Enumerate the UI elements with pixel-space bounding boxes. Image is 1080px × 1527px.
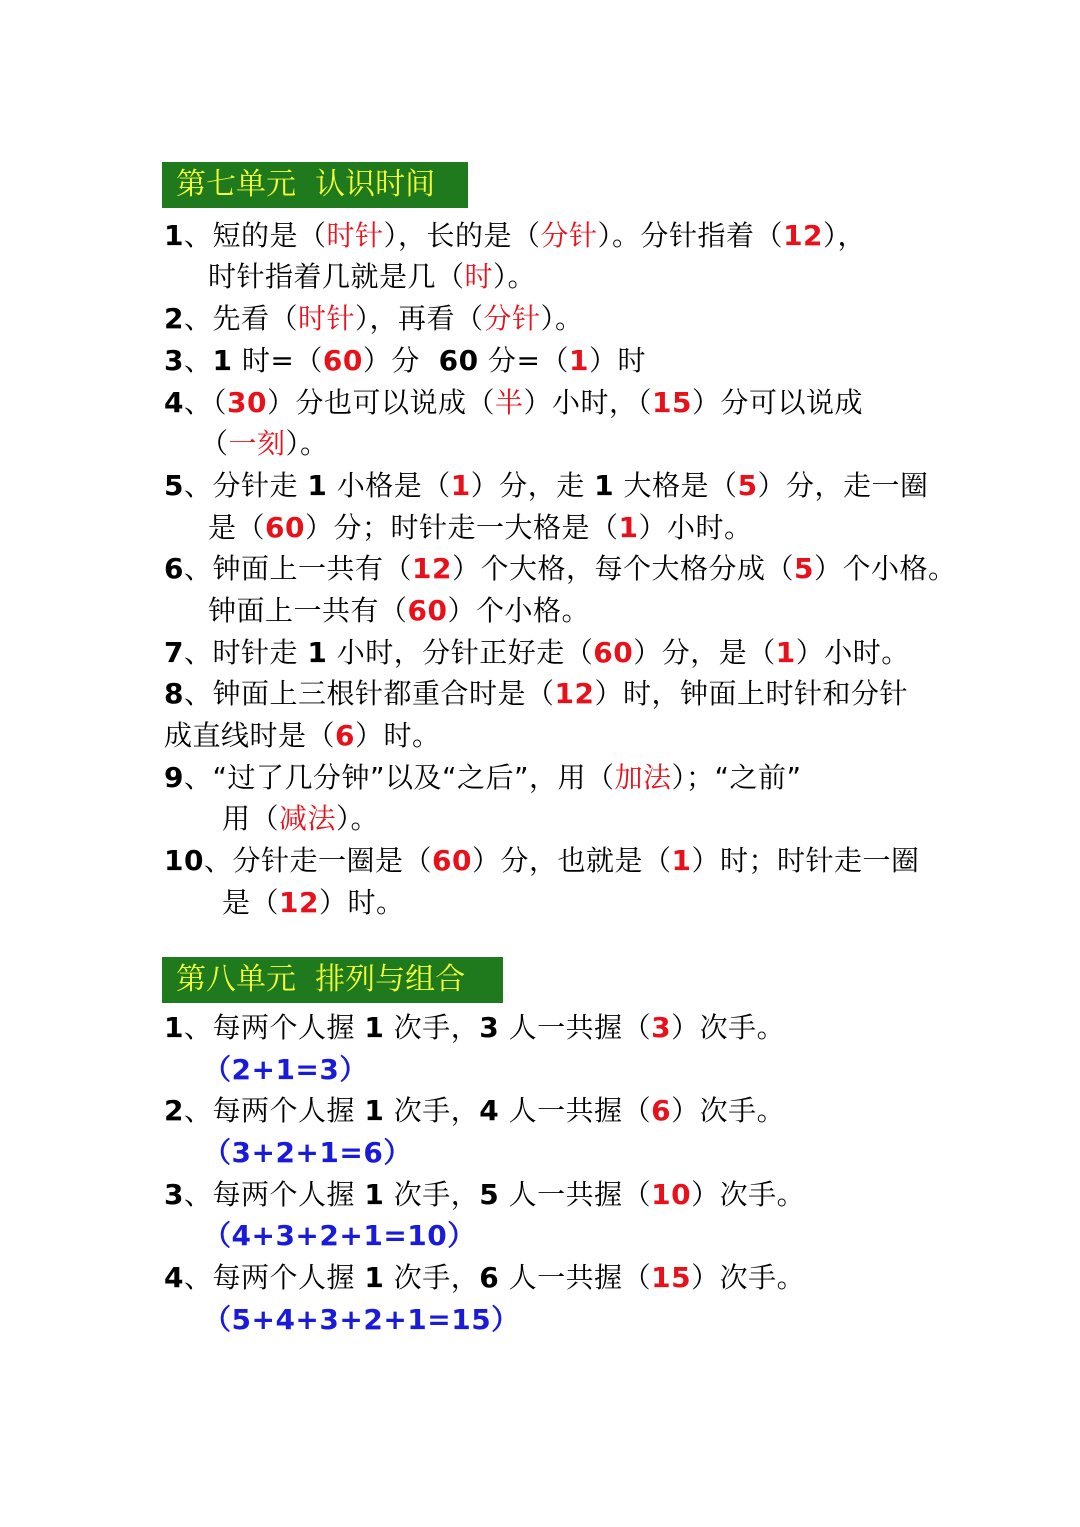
answer-text: 6 <box>335 719 355 752</box>
item-text: 钟面上一共有（ <box>208 594 408 627</box>
item-text: 是（ <box>208 511 266 544</box>
formula-text: （4+3+2+1=10） <box>203 1219 476 1252</box>
item-text: 、先看（ <box>183 302 298 335</box>
item-text: 2 <box>164 1094 184 1127</box>
item-text: 8 <box>164 677 184 710</box>
item-text: 次手， <box>384 1178 480 1211</box>
item-text: 4 <box>164 1261 184 1294</box>
list-item <box>164 841 919 881</box>
list-item <box>164 341 646 381</box>
item-text: 10 <box>164 844 204 877</box>
item-text: 、 <box>183 344 213 377</box>
answer-text: 15 <box>651 1261 692 1294</box>
answer-text: 1 <box>671 844 692 877</box>
item-text: 、短的是（ <box>183 219 327 252</box>
item-text: ）。 <box>540 302 584 335</box>
unit8-header: 第八单元 排列与组合 <box>162 957 503 1003</box>
list-item <box>164 1008 785 1048</box>
item-text: 2 <box>164 302 184 335</box>
item-text: 次手， <box>384 1011 480 1044</box>
item-text: ）分，走一圈 <box>757 469 929 502</box>
list-item <box>164 674 908 714</box>
answer-text: 5 <box>793 552 814 585</box>
answer-text: 10 <box>651 1178 692 1211</box>
item-text: 6 <box>164 552 184 585</box>
item-text: 1 <box>594 469 615 502</box>
item-text: 5 <box>164 469 184 502</box>
answer-text: 一刻 <box>228 427 286 460</box>
item-text: 、钟面上三根针都重合时是（ <box>183 677 555 710</box>
formula-text: （2+1=3） <box>203 1053 368 1086</box>
answer-text: 1 <box>775 636 796 669</box>
list-item <box>203 1050 368 1090</box>
item-text: 1 <box>364 1094 385 1127</box>
item-text: ）分也可以说成（ <box>266 386 495 419</box>
item-text: ）时。 <box>318 886 405 919</box>
item-text: ）。 <box>285 427 329 460</box>
item-text: 、每两个人握 <box>183 1178 365 1211</box>
list-item <box>164 716 441 756</box>
answer-text: 60 <box>593 636 634 669</box>
item-text: ）。 <box>336 802 380 835</box>
item-text: ）次手。 <box>671 1011 786 1044</box>
answer-text: 12 <box>554 677 595 710</box>
list-item <box>164 1091 785 1131</box>
answer-text: 60 <box>322 344 363 377</box>
item-text: 人一共握（ <box>499 1094 652 1127</box>
answer-text: 时针 <box>298 302 356 335</box>
item-text: ）；“之前” <box>671 761 802 794</box>
unit7-header: 第七单元 认识时间 <box>162 162 468 208</box>
item-text: ），长的是（ <box>383 219 541 252</box>
item-text: ）次手。 <box>671 1094 786 1127</box>
answer-text: 时针 <box>326 219 384 252</box>
list-item <box>164 1175 805 1215</box>
list-item <box>164 466 929 506</box>
answer-text: 分针 <box>483 302 541 335</box>
item-text: 1 <box>212 344 233 377</box>
item-text: 、分针走 <box>183 469 308 502</box>
item-text: ）次手。 <box>691 1178 806 1211</box>
item-text: ）分，是（ <box>633 636 776 669</box>
item-text: ），再看（ <box>355 302 484 335</box>
item-text: 小格是（ <box>327 469 451 502</box>
item-text: 3 <box>479 1011 500 1044</box>
answer-text: 5 <box>737 469 758 502</box>
list-item <box>164 216 866 256</box>
answer-text: 半 <box>494 386 524 419</box>
item-text: 3 <box>164 1178 184 1211</box>
answer-text: 减法 <box>279 802 337 835</box>
list-item <box>164 549 956 589</box>
list-item <box>222 799 379 839</box>
list-item <box>222 883 405 923</box>
item-text: 小时，分针正好走（ <box>327 636 594 669</box>
item-text: 次手， <box>384 1094 480 1127</box>
item-text: 用（ <box>222 802 280 835</box>
item-text: 次手， <box>384 1261 480 1294</box>
item-text: 人一共握（ <box>499 1011 652 1044</box>
item-text: ）分 <box>362 344 439 377</box>
item-text: 大格是（ <box>614 469 738 502</box>
item-text: 6 <box>479 1261 500 1294</box>
item-text: ）个大格，每个大格分成（ <box>451 552 794 585</box>
item-text: ）， <box>823 219 867 252</box>
answer-text: 15 <box>652 386 692 419</box>
item-text: ）。 <box>493 260 537 293</box>
item-text: 1 <box>164 1011 184 1044</box>
item-text: 1 <box>307 636 328 669</box>
item-text: ）时，钟面上时针和分针 <box>594 677 908 710</box>
answer-text: 12 <box>279 886 319 919</box>
item-text: 时=（ <box>232 344 323 377</box>
item-text: 成直线时是（ <box>164 719 336 752</box>
answer-text: 6 <box>651 1094 672 1127</box>
item-text: 7 <box>164 636 184 669</box>
item-text: 1 <box>307 469 328 502</box>
list-item <box>208 508 753 548</box>
answer-text: 分针 <box>540 219 598 252</box>
item-text: ）。分针指着（ <box>597 219 784 252</box>
list-item <box>203 1216 476 1256</box>
formula-text: （5+4+3+2+1=15） <box>203 1303 520 1336</box>
item-text: ）个小格。 <box>813 552 957 585</box>
item-text: 是（ <box>222 886 280 919</box>
item-text: 时针指着几就是几（ <box>208 260 465 293</box>
item-text: 4 <box>164 386 184 419</box>
item-text: 、时针走 <box>183 636 308 669</box>
item-text: 9 <box>164 761 184 794</box>
item-text: 60 <box>438 344 479 377</box>
answer-text: 60 <box>431 844 472 877</box>
item-text: ）次手。 <box>691 1261 806 1294</box>
item-text: 1 <box>364 1178 385 1211</box>
item-text: ）分；时针走一大格是（ <box>304 511 619 544</box>
item-text: 人一共握（ <box>499 1261 652 1294</box>
answer-text: 时 <box>464 260 494 293</box>
item-text: 5 <box>479 1178 500 1211</box>
answer-text: 1 <box>450 469 471 502</box>
answer-text: 12 <box>412 552 452 585</box>
item-text: 、“过了几分钟”以及“之后”，用（ <box>183 761 615 794</box>
item-text: ）时 <box>588 344 646 377</box>
list-item <box>164 299 584 339</box>
list-item <box>203 1133 412 1173</box>
answer-text: 加法 <box>614 761 672 794</box>
item-text: 3 <box>164 344 184 377</box>
item-text: 1 <box>364 1261 385 1294</box>
list-item <box>203 1300 520 1340</box>
item-text: 、每两个人握 <box>183 1094 365 1127</box>
answer-text: 12 <box>783 219 824 252</box>
answer-text: 60 <box>265 511 305 544</box>
item-text: ）时；时针走一圈 <box>691 844 920 877</box>
list-item <box>164 383 863 423</box>
item-text: 、每两个人握 <box>183 1261 365 1294</box>
item-text: 1 <box>164 219 184 252</box>
answer-text: 3 <box>651 1011 672 1044</box>
item-text: 4 <box>479 1094 500 1127</box>
item-text: 、每两个人握 <box>183 1011 365 1044</box>
list-item <box>200 424 329 464</box>
item-text: 、分针走一圈是（ <box>203 844 432 877</box>
list-item <box>164 1258 805 1298</box>
item-text: ）分，走 <box>470 469 595 502</box>
list-item <box>208 591 590 631</box>
item-text: ）分，也就是（ <box>471 844 672 877</box>
list-item <box>164 633 910 673</box>
item-text: ）小时。 <box>795 636 910 669</box>
item-text: 、（ <box>183 386 227 419</box>
item-text: （ <box>200 427 229 460</box>
item-text: ）分可以说成 <box>691 386 863 419</box>
item-text: 、钟面上一共有（ <box>183 552 412 585</box>
answer-text: 30 <box>227 386 267 419</box>
item-text: 1 <box>364 1011 385 1044</box>
answer-text: 1 <box>618 511 639 544</box>
list-item <box>208 257 536 297</box>
item-text: 分=（ <box>478 344 569 377</box>
answer-text: 1 <box>568 344 589 377</box>
formula-text: （3+2+1=6） <box>203 1136 412 1169</box>
list-item <box>164 758 802 798</box>
item-text: 人一共握（ <box>499 1178 652 1211</box>
answer-text: 60 <box>407 594 448 627</box>
item-text: ）个小格。 <box>447 594 590 627</box>
item-text: ）小时，（ <box>523 386 653 419</box>
item-text: ）时。 <box>355 719 441 752</box>
item-text: ）小时。 <box>638 511 753 544</box>
